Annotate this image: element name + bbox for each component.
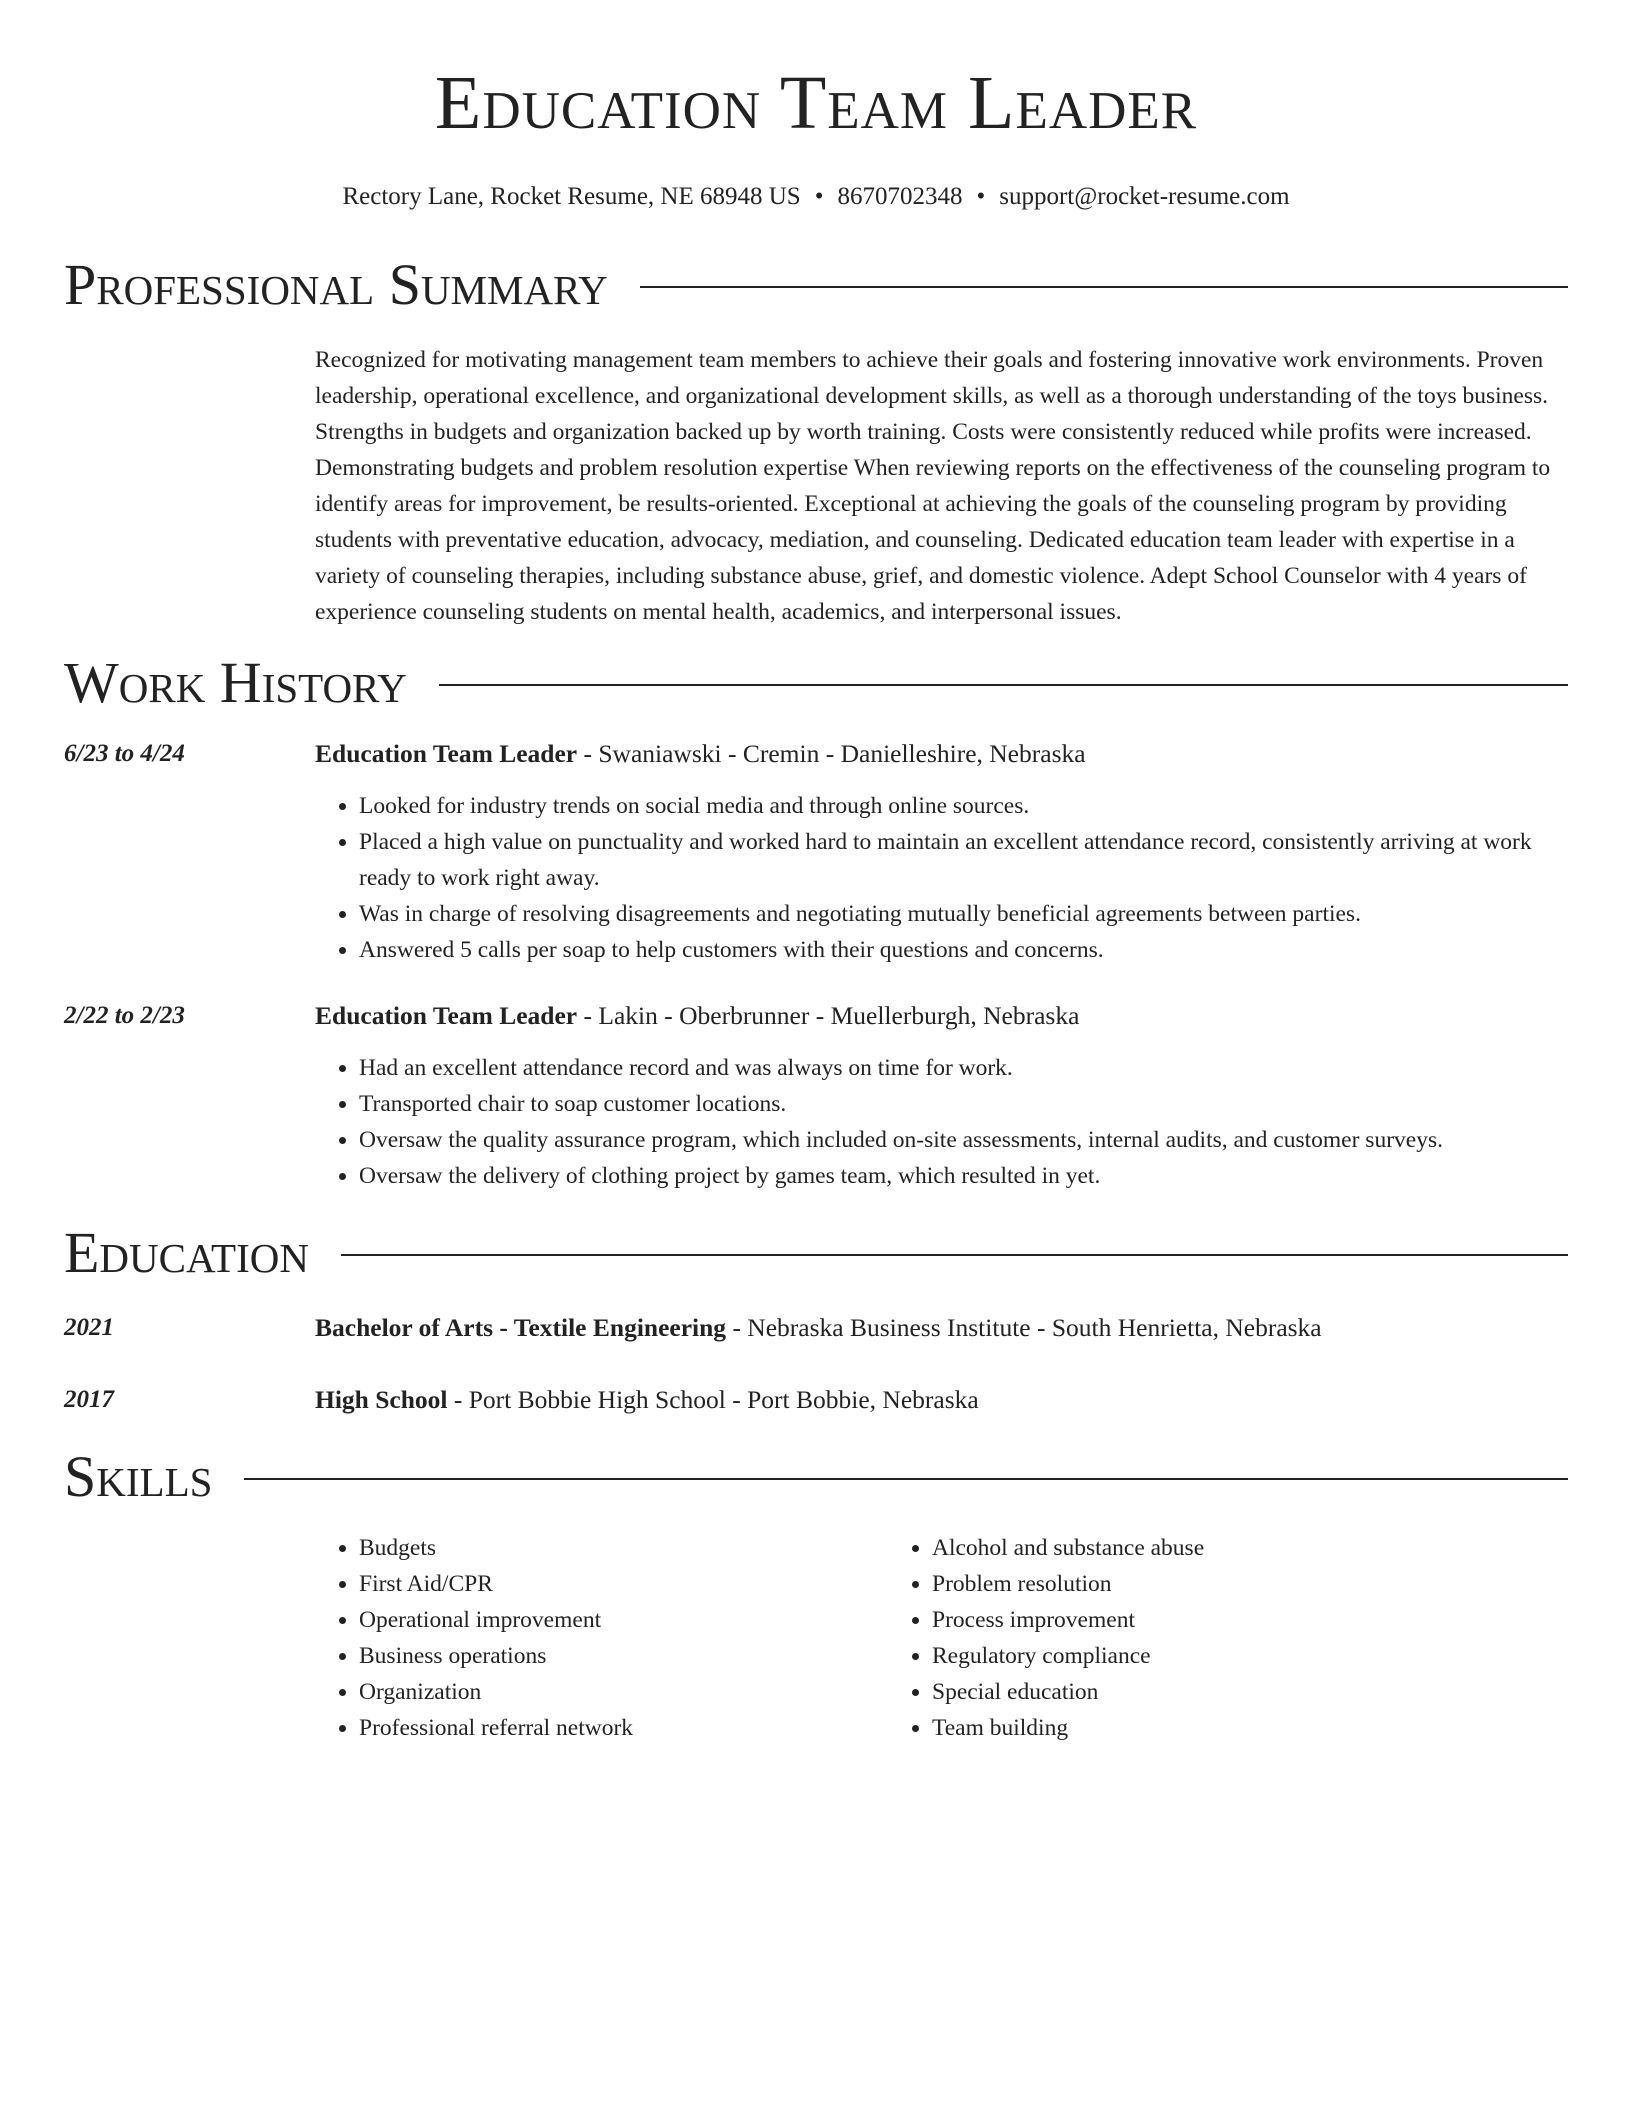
contact-address: Rectory Lane, Rocket Resume, NE 68948 US <box>342 183 801 210</box>
education-body <box>315 1382 979 1418</box>
job-title-line <box>315 998 1568 1034</box>
job-dates: 6/23 to 4/24 <box>64 740 185 767</box>
skills-section-header <box>64 1442 1568 1512</box>
duty-item: • Transported chair to soap customer locations. <box>359 1086 1568 1122</box>
section-divider <box>341 1254 1568 1256</box>
skill-item: • Problem resolution <box>932 1566 1461 1602</box>
contact-separator: • <box>976 183 986 210</box>
skill-item: • First Aid/CPR <box>359 1566 888 1602</box>
section-divider <box>439 684 1568 686</box>
skill-item: • Regulatory compliance <box>932 1638 1461 1674</box>
education-body <box>315 1310 1322 1346</box>
job-duties <box>315 788 1568 968</box>
job-title-line <box>315 736 1568 772</box>
education-year: 2021 <box>64 1314 114 1341</box>
job-dates: 2/22 to 2/23 <box>64 1002 185 1029</box>
education-heading: Education <box>64 1220 309 1285</box>
skill-item: • Team building <box>932 1710 1461 1746</box>
skills-list <box>315 1530 1568 1746</box>
job-title: Education Team Leader <box>315 1001 578 1030</box>
contact-phone: 8670702348 <box>837 183 963 210</box>
work-heading: Work History <box>64 650 407 715</box>
skills-column-left <box>315 1530 888 1746</box>
contact-separator: • <box>814 183 824 210</box>
summary-text: Recognized for motivating management team members to achieve their goals and fostering innovative work environments. Proven leadership, operational excellence, and organizational development skills, as well as a thorough understanding of the toys business. Strengths in budgets and organization backed up by worth training. Costs were consistently reduced while profits were increased. Demonstrating budgets and problem resolution expertise When reviewing reports on the effectiveness of the counseling program to identify areas for improvement, be results-oriented. Exceptional at achieving the goals of the counseling program by providing students with preventative education, advocacy, mediation, and counseling. Dedicated education team leader with expertise in a variety of counseling therapies, including substance abuse, grief, and domestic violence. Adept School Counselor with 4 years of experience counseling students on mental health, academics, and interpersonal issues. <box>315 347 1551 625</box>
summary-section-header <box>64 250 1568 320</box>
contact-line <box>64 182 1568 212</box>
job-title: Education Team Leader <box>315 739 578 768</box>
section-divider <box>640 286 1568 288</box>
skill-item: • Special education <box>932 1674 1461 1710</box>
job-employer: - Swaniawski - Cremin - Danielleshire, Nebraska <box>577 739 1086 768</box>
skill-item: • Budgets <box>359 1530 888 1566</box>
resume-name: Education Team Leader <box>434 61 1198 145</box>
education-school: - Port Bobbie High School - Port Bobbie, Nebraska <box>447 1385 979 1414</box>
duty-item: • Oversaw the delivery of clothing project by games team, which resulted in yet. <box>359 1158 1568 1194</box>
education-entry <box>64 1310 1568 1346</box>
work-section-header <box>64 648 1568 718</box>
contact-email: support@rocket-resume.com <box>999 183 1290 210</box>
summary-heading: Professional Summary <box>64 252 608 317</box>
job-duties <box>315 1050 1568 1194</box>
skills-column-right <box>888 1530 1461 1746</box>
education-section-header <box>64 1218 1568 1288</box>
job-entry <box>64 736 1568 968</box>
education-degree: Bachelor of Arts - Textile Engineering <box>315 1313 727 1342</box>
education-year: 2017 <box>64 1386 114 1413</box>
skill-item: • Organization <box>359 1674 888 1710</box>
skill-item: • Process improvement <box>932 1602 1461 1638</box>
education-entry <box>64 1382 1568 1418</box>
skill-item: • Professional referral network <box>359 1710 888 1746</box>
duty-item: • Placed a high value on punctuality and worked hard to maintain an excellent attendance record, consistently arriving at work ready to work right away. <box>359 824 1568 896</box>
skill-item: • Business operations <box>359 1638 888 1674</box>
duty-item: • Looked for industry trends on social media and through online sources. <box>359 788 1568 824</box>
education-degree: High School <box>315 1385 448 1414</box>
duty-item: • Oversaw the quality assurance program, which included on-site assessments, internal audits, and customer surveys. <box>359 1122 1568 1158</box>
education-school: - Nebraska Business Institute - South Henrietta, Nebraska <box>726 1313 1322 1342</box>
job-body <box>315 736 1568 968</box>
job-employer: - Lakin - Oberbrunner - Muellerburgh, Nebraska <box>577 1001 1080 1030</box>
duty-item: • Had an excellent attendance record and was always on time for work. <box>359 1050 1568 1086</box>
skill-item: • Alcohol and substance abuse <box>932 1530 1461 1566</box>
section-divider <box>244 1478 1568 1480</box>
duty-item: • Was in charge of resolving disagreements and negotiating mutually beneficial agreements between parties. <box>359 896 1568 932</box>
job-body <box>315 998 1568 1194</box>
job-entry <box>64 998 1568 1194</box>
duty-item: • Answered 5 calls per soap to help customers with their questions and concerns. <box>359 932 1568 968</box>
skill-item: • Operational improvement <box>359 1602 888 1638</box>
skills-heading: Skills <box>64 1444 213 1509</box>
